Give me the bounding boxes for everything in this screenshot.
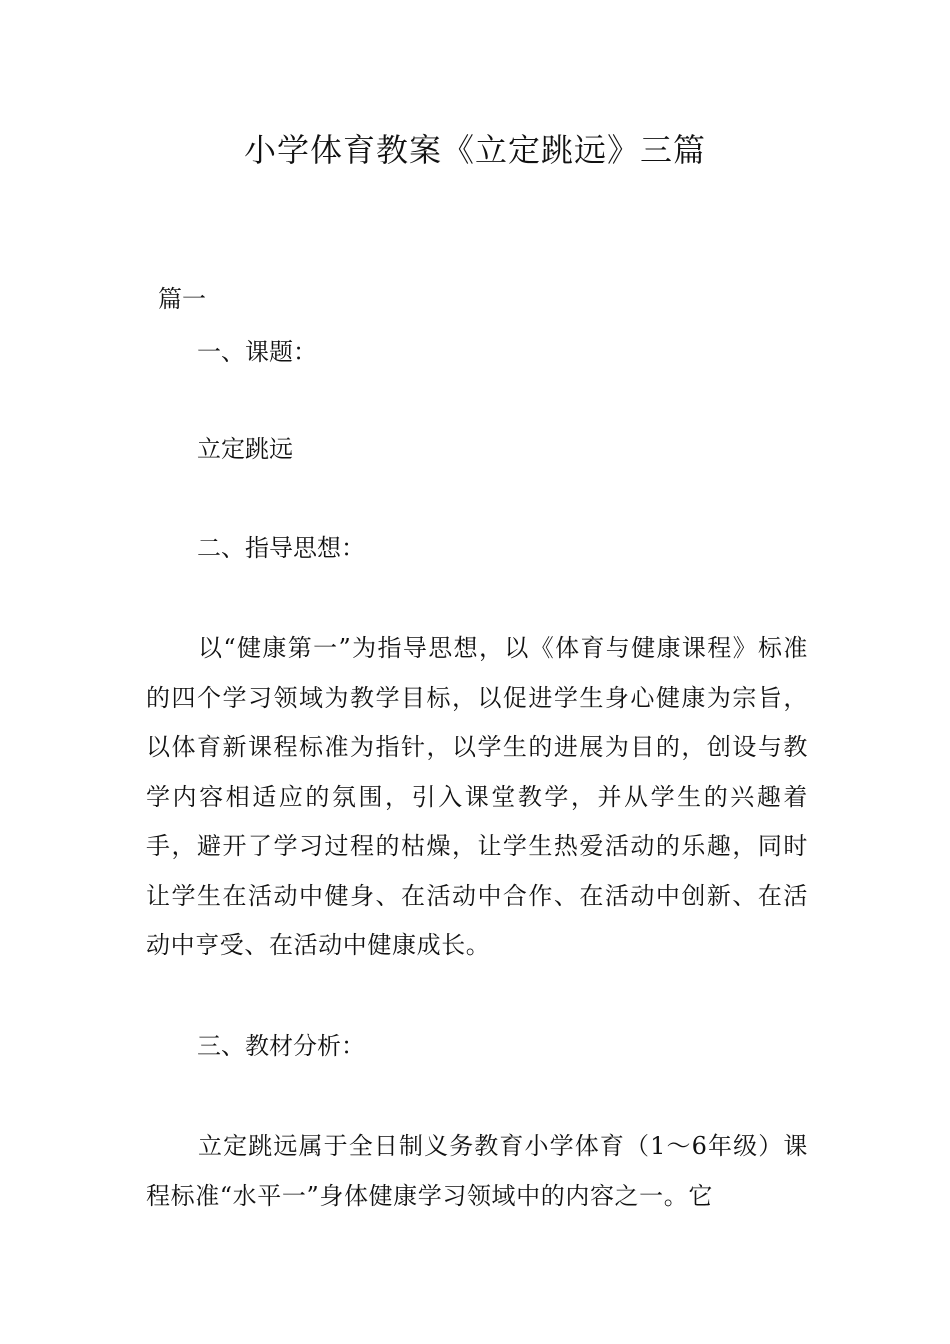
topic-text: 立定跳远 [197, 435, 293, 463]
guiding-thought-paragraph: 以“健康第一”为指导思想，以《体育与健康课程》标准的四个学习领域为教学目标，以促进学生身心健康为宗旨，以体育新课程标准为指针，以学生的进展为目的，创设与教学内容相适应的氛围，引入课堂教学，并从学生的兴趣着手，避开了学习过程的枯燥，让学生热爱活动的乐趣，同时让学生在活动中健身、在活动中合作、在活动中创新、在活动中亨受、在活动中健康成长。 [146, 634, 808, 959]
section-heading-topic: 一、课题： [197, 338, 317, 366]
material-analysis-paragraph: 立定跳远属于全日制义务教育小学体育（1～6年级）课程标准“水平一”身体健康学习领域中的内容之一。它 [146, 1132, 808, 1210]
section-heading-material-analysis: 三、教材分析： [197, 1032, 365, 1060]
document-title: 小学体育教案《立定跳远》三篇 [243, 131, 706, 169]
section-heading-guiding-thought: 二、指导思想： [197, 534, 365, 562]
part-label: 篇一 [158, 285, 206, 313]
